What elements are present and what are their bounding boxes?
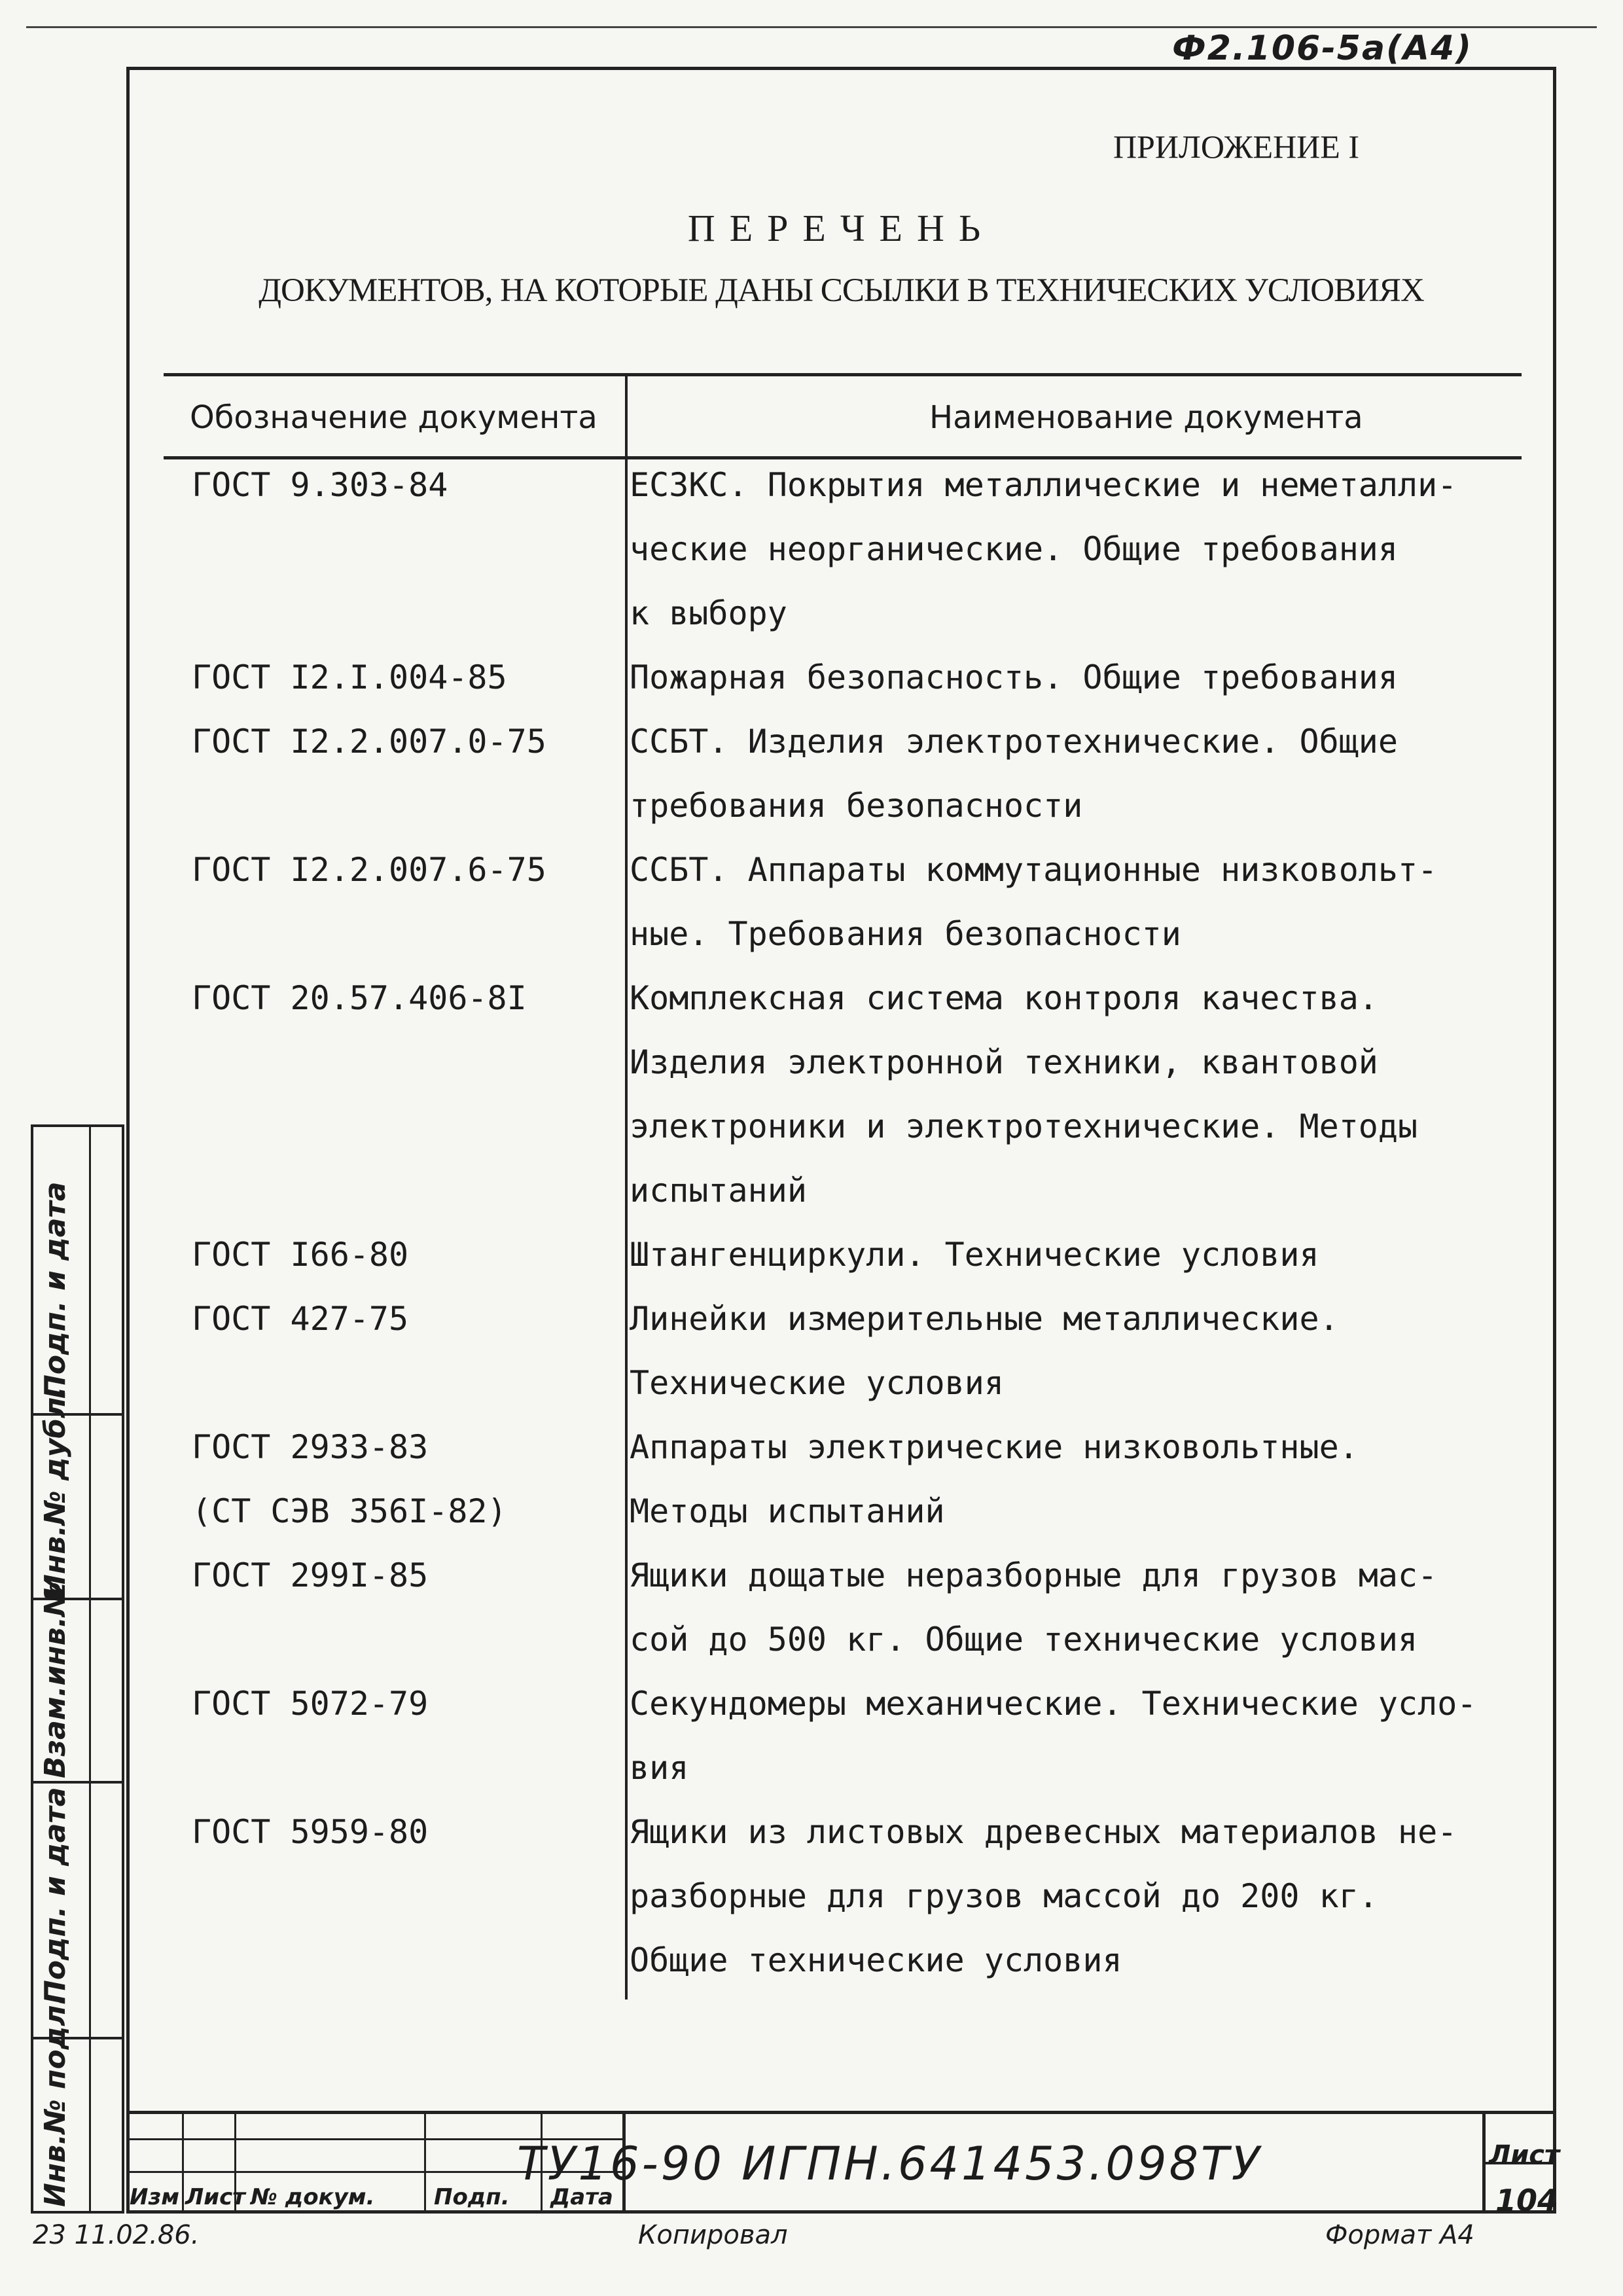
form-code: Ф2.106-5а(А4) <box>1172 29 1472 68</box>
document-name: ССБТ. Аппараты коммутационные низковольт- <box>630 851 1438 889</box>
document-name: Пожарная безопасность. Общие требования <box>630 658 1398 696</box>
document-designation: ГОСТ I2.2.007.6-75 <box>192 851 546 889</box>
document-name: Технические условия <box>630 1364 1004 1402</box>
column-header-name: Наименование документа <box>929 399 1363 436</box>
strip-label-sign-date: Подп. и дата <box>39 1181 72 1399</box>
document-designation: ГОСТ 5072-79 <box>192 1685 429 1723</box>
title-block-col-line <box>424 2111 426 2214</box>
side-strip <box>31 1124 124 2214</box>
document-name: ССБТ. Изделия электротехнические. Общие <box>630 723 1398 761</box>
strip-label-orig-inv: Инв.№ подл. <box>39 1994 72 2207</box>
document-name: ЕСЗКС. Покрытия металлические и неметалли- <box>630 466 1457 504</box>
document-name: ческие неорганические. Общие требования <box>630 530 1398 568</box>
table-header-rule <box>164 456 1522 459</box>
table-column-divider <box>625 376 628 2000</box>
document-name: испытаний <box>630 1172 807 1210</box>
document-title: ПЕРЕЧЕНЬ <box>687 207 995 249</box>
document-name: Аппараты электрические низковольтные. <box>630 1428 1359 1466</box>
sheet-number: 104 <box>1495 2183 1559 2218</box>
document-designation: ГОСТ I2.2.007.0-75 <box>192 723 546 761</box>
document-designation: ГОСТ 427-75 <box>192 1300 409 1338</box>
document-designation: ГОСТ 2933-83 <box>192 1428 429 1466</box>
format-label: Формат А4 <box>1325 2220 1474 2250</box>
title-block-col-line <box>182 2111 184 2214</box>
document-designation: ГОСТ I2.I.004-85 <box>192 658 507 696</box>
document-code: ТУ16-90 ИГПН.641453.098ТУ <box>517 2137 1262 2191</box>
document-name: к выбору <box>630 594 787 632</box>
label-sheet: Лист <box>185 2184 245 2210</box>
document-name: Общие технические условия <box>630 1941 1122 1979</box>
document-designation: ГОСТ 299I-85 <box>192 1556 429 1594</box>
strip-divider <box>33 1781 122 1784</box>
table-top-rule <box>164 373 1522 376</box>
strip-label-sign-date-2: Подп. и дата <box>39 1787 72 2004</box>
document-designation: ГОСТ I66-80 <box>192 1236 409 1274</box>
strip-inner-line <box>89 1127 91 2211</box>
document-name: разборные для грузов массой до 200 кг. <box>630 1877 1378 1915</box>
label-change: Изм <box>130 2184 180 2210</box>
label-date: Дата <box>550 2184 613 2210</box>
document-name: Линейки измерительные металлические. <box>630 1300 1339 1338</box>
document-name: вия <box>630 1749 689 1787</box>
label-signature: Подп. <box>434 2184 510 2210</box>
document-name: Штангенциркули. Технические условия <box>630 1236 1319 1274</box>
document-designation: ГОСТ 5959-80 <box>192 1813 429 1851</box>
document-name: Ящики из листовых древесных материалов не- <box>630 1813 1457 1851</box>
date-note: 23 11.02.86. <box>33 2220 200 2250</box>
sheet-label: Лист <box>1489 2140 1560 2170</box>
document-name: требования безопасности <box>630 787 1083 825</box>
copied-by-label: Копировал <box>638 2220 788 2250</box>
strip-label-replace-inv: Взам.инв.№ <box>39 1581 72 1778</box>
strip-label-dup-inv: Инв.№ дубл. <box>39 1386 72 1598</box>
top-border-line <box>26 26 1597 28</box>
document-name: Методы испытаний <box>630 1492 945 1530</box>
document-subtitle: ДОКУМЕНТОВ, НА КОТОРЫЕ ДАНЫ ССЫЛКИ В ТЕХНИЧЕСКИХ УСЛОВИЯХ <box>259 272 1424 309</box>
document-name: Секундомеры механические. Технические усло- <box>630 1685 1477 1723</box>
document-name: сой до 500 кг. Общие технические условия <box>630 1621 1418 1659</box>
title-block-top-rule <box>126 2111 1556 2114</box>
document-designation: ГОСТ 20.57.406-8I <box>192 979 527 1017</box>
document-name: электроники и электротехнические. Методы <box>630 1107 1418 1145</box>
document-name: Ящики дощатые неразборные для грузов мас- <box>630 1556 1438 1594</box>
label-doc-number: № докум. <box>251 2184 375 2210</box>
document-designation: ГОСТ 9.303-84 <box>192 466 448 504</box>
appendix-label: ПРИЛОЖЕНИЕ I <box>1113 128 1359 165</box>
column-header-designation: Обозначение документа <box>190 399 597 436</box>
document-name: Изделия электронной техники, квантовой <box>630 1043 1378 1081</box>
document-designation: (СТ СЭВ 356I-82) <box>192 1492 507 1530</box>
document-name: Комплексная система контроля качества. <box>630 979 1378 1017</box>
document-name: ные. Требования безопасности <box>630 915 1181 953</box>
